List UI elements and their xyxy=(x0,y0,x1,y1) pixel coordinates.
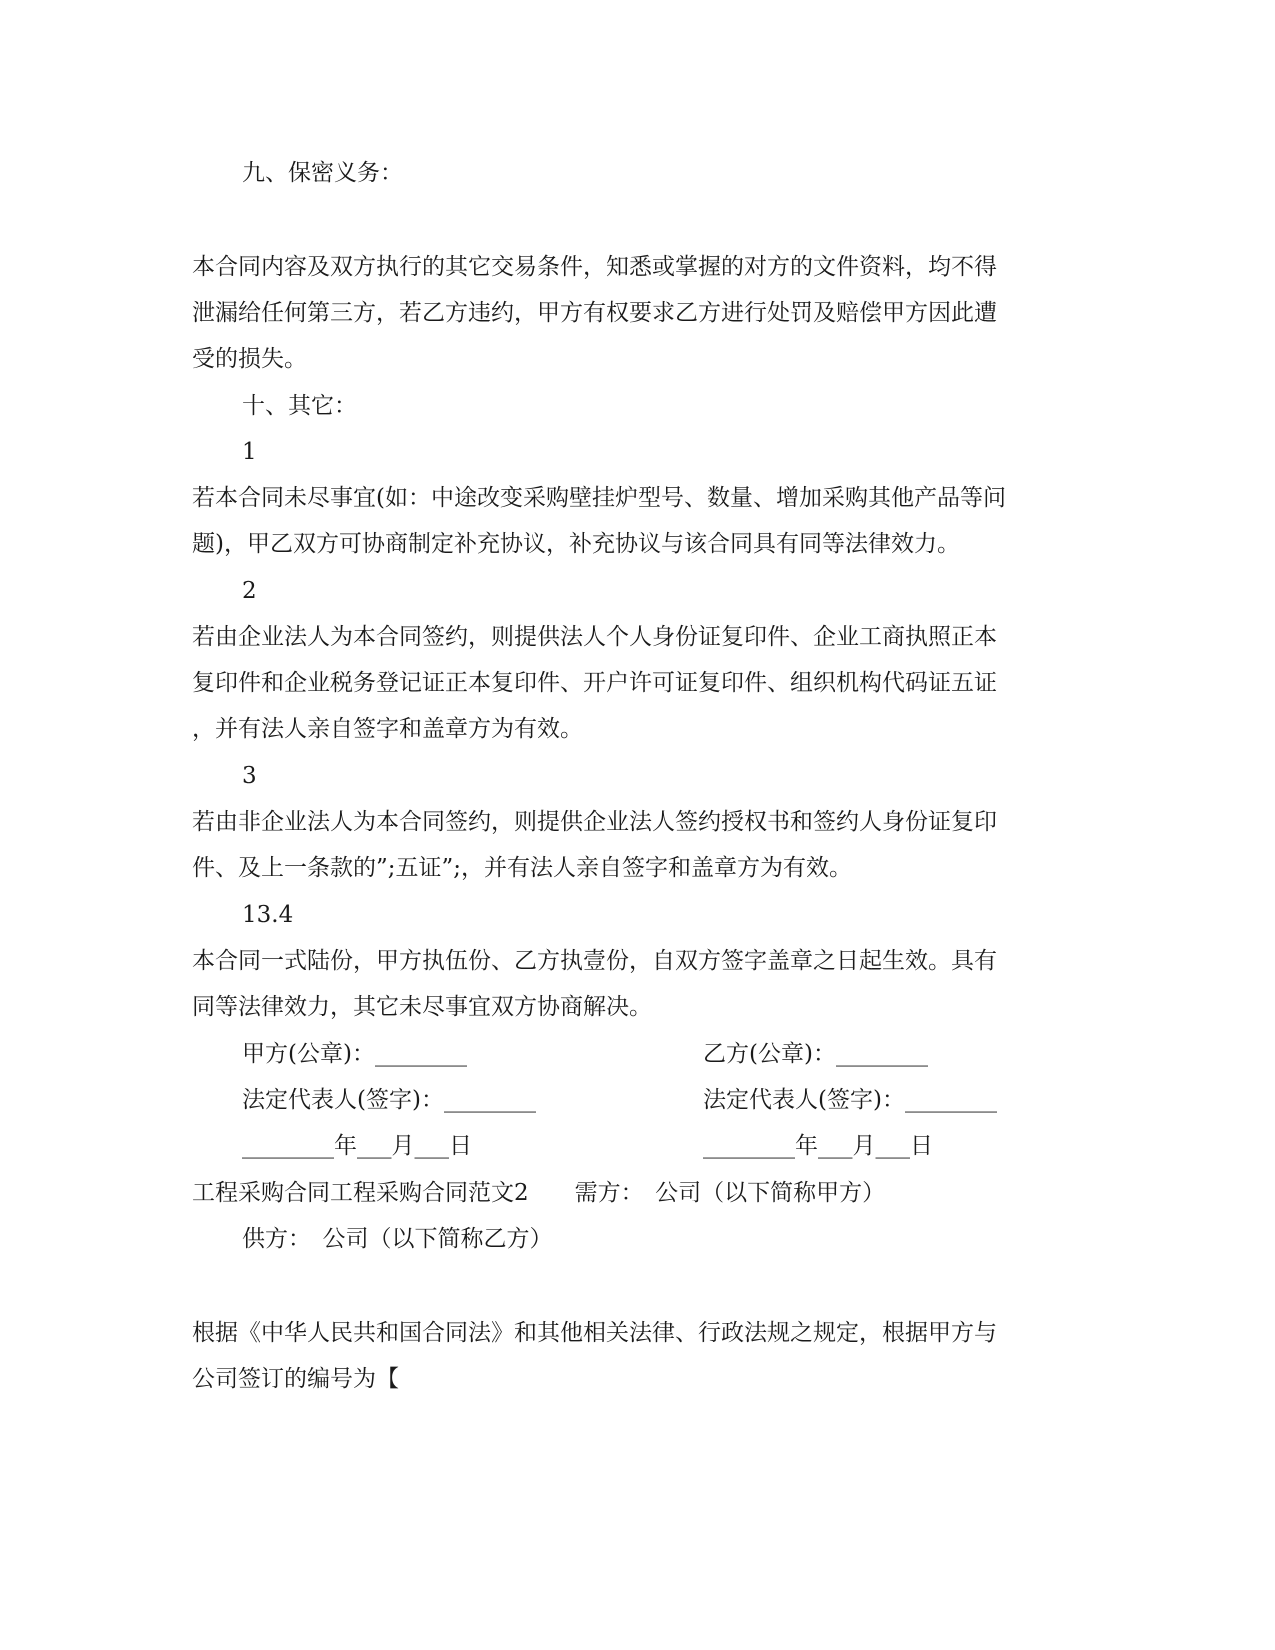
item-4-line-1: 本合同一式陆份，甲方执伍份、乙方执壹份，自双方签字盖章之日起生效。具有 xyxy=(192,948,997,974)
item-1-line-1: 若本合同未尽事宜(如：中途改变采购壁挂炉型号、数量、增加采购其他产品等问 xyxy=(192,485,1006,511)
section-10-heading: 十、其它： xyxy=(242,393,357,419)
section-9-line-2: 泄漏给任何第三方，若乙方违约，甲方有权要求乙方进行处罚及赔偿甲方因此遭 xyxy=(192,300,997,326)
item-3-line-1: 若由非企业法人为本合同签约，则提供企业法人签约授权书和签约人身份证复印 xyxy=(192,809,997,835)
item-2-line-1: 若由企业法人为本合同签约，则提供法人个人身份证复印件、企业工商执照正本 xyxy=(192,624,997,650)
item-2-line-2: 复印件和企业税务登记证正本复印件、开户许可证复印件、组织机构代码证五证 xyxy=(192,670,997,696)
next-contract-para-line-1: 根据《中华人民共和国合同法》和其他相关法律、行政法规之规定，根据甲方与 xyxy=(192,1320,997,1346)
item-4-line-2: 同等法律效力，其它未尽事宜双方协商解决。 xyxy=(192,994,652,1020)
party-b-seal: 乙方(公章)：________ xyxy=(703,1041,928,1067)
next-contract-title: 工程采购合同工程采购合同范文2 需方： 公司（以下简称甲方） xyxy=(192,1180,886,1206)
section-9-line-1: 本合同内容及双方执行的其它交易条件，知悉或掌握的对方的文件资料，均不得 xyxy=(192,254,997,280)
party-a-representative: 法定代表人(签字)：________ xyxy=(242,1087,536,1113)
item-3-number: 3 xyxy=(242,763,257,789)
item-1-line-2: 题)，甲乙双方可协商制定补充协议，补充协议与该合同具有同等法律效力。 xyxy=(192,531,960,557)
supplier-line: 供方： 公司（以下简称乙方） xyxy=(242,1226,553,1252)
party-b-date: ________年___月___日 xyxy=(703,1133,933,1159)
next-contract-para-line-2: 公司签订的编号为【 xyxy=(192,1366,399,1392)
section-9-heading: 九、保密义务： xyxy=(242,160,403,186)
party-a-seal: 甲方(公章)：________ xyxy=(242,1041,467,1067)
item-2-number: 2 xyxy=(242,578,257,604)
item-2-line-3: ，并有法人亲自签字和盖章方为有效。 xyxy=(192,716,583,742)
item-4-number: 13.4 xyxy=(242,902,294,928)
party-a-date: ________年___月___日 xyxy=(242,1133,472,1159)
item-3-line-2: 件、及上一条款的”;五证”;，并有法人亲自签字和盖章方为有效。 xyxy=(192,855,853,881)
party-b-representative: 法定代表人(签字)：________ xyxy=(703,1087,997,1113)
section-9-line-3: 受的损失。 xyxy=(192,346,307,372)
item-1-number: 1 xyxy=(242,439,257,465)
